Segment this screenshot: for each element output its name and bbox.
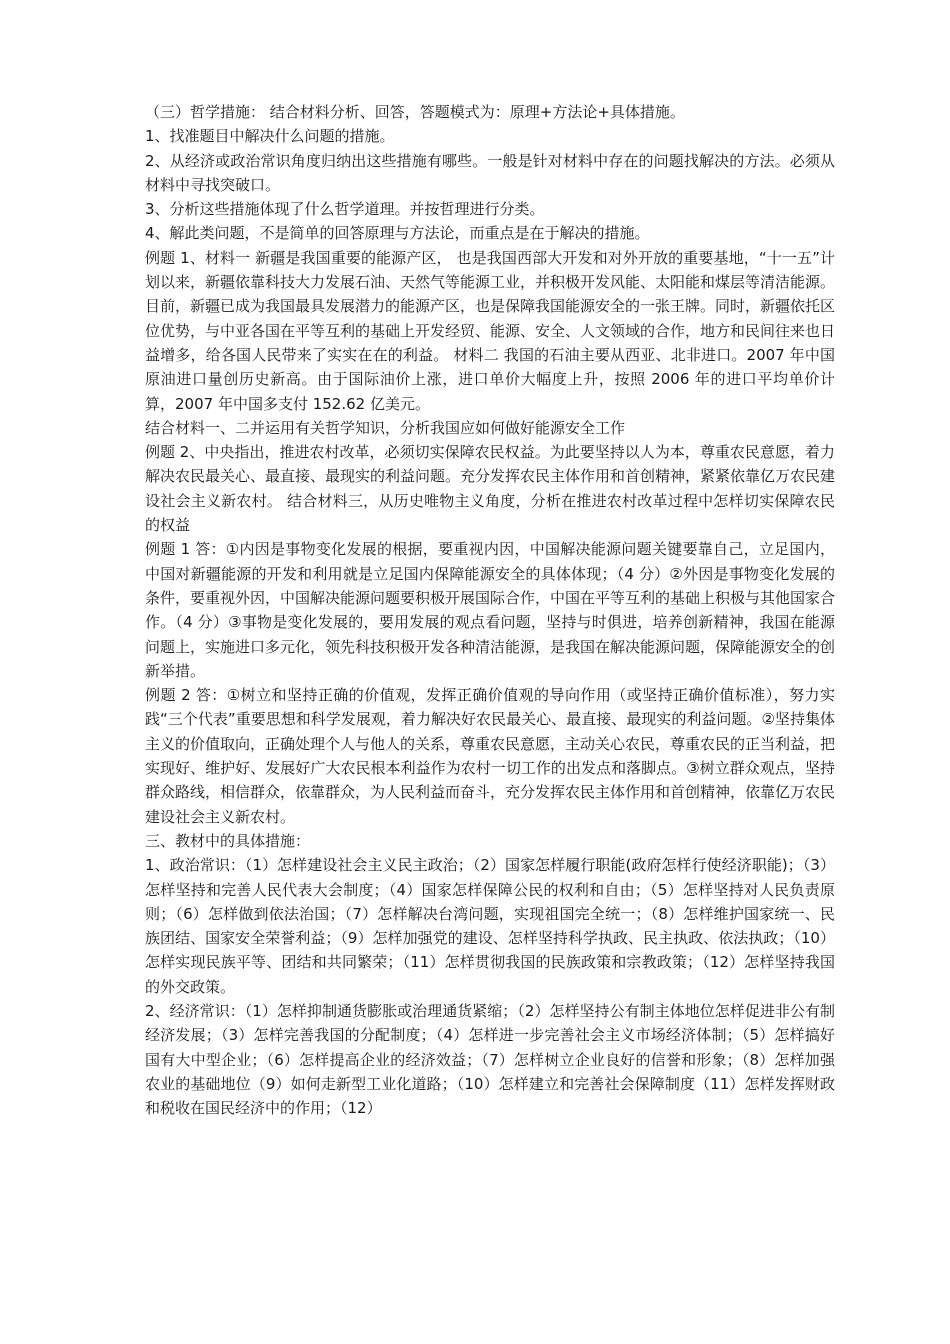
example-2-material: 例题 2、中央指出，推进农村改革，必须切实保障农民权益。为此要坚持以人为本，尊重农民意愿，着力解决农民最关心、最直接、最现实的利益问题。充分发挥农民主体作用和首创精神，紧紧依靠亿万农民建设社会主义新农村。 结合材料三，从历史唯物主义角度，分析在推进农村改革过程中怎样切实保障农民的权益 xyxy=(145,443,836,535)
example-1-answer: 例题 1 答：①内因是事物变化发展的根据，要重视内因，中国解决能源问题关键要靠自己，立足国内，中国对新疆能源的开发和利用就是立足国内保障能源安全的具体体现；（4 分）②外因是事物变化发展的条件，要重视外因，中国解决能源问题要积极开展国际合作，中国在平等互利的基础上积极与其他国家合作。（4 分）③事物是变化发展的，要用发展的观点看问题，坚持与时俱进，培养创新精神，我国在能源问题上，实施进口多元化，领先科技积极开发各种清洁能源，是我国在解决能源问题，保障能源安全的创新举措。 xyxy=(145,540,836,680)
example-1-question: 结合材料一、二并运用有关哲学知识，分析我国应如何做好能源安全工作 xyxy=(145,418,626,437)
step-3: 3、分析这些措施体现了什么哲学道理。并按哲理进行分类。 xyxy=(145,200,545,219)
step-2: 2、从经济或政治常识角度归纳出这些措施有哪些。一般是针对材料中存在的问题找解决的方法。必须从材料中寻找突破口。 xyxy=(145,151,835,194)
example-2-answer: 例题 2 答：①树立和坚持正确的价值观，发挥正确价值观的导向作用（或坚持正确价值标准），努力实践“三个代表”重要思想和科学发展观，着力解决好农民最关心、最直接、最现实的利益问题。②坚持集体主义的价值取向，正确处理个人与他人的关系，尊重农民意愿，主动关心农民，尊重农民的正当利益，把实现好、维护好、发展好广大农民根本利益作为农村一切工作的出发点和落脚点。③树立群众观点，坚持群众路线，相信群众，依靠群众，为人民利益而奋斗，充分发挥农民主体作用和首创精神，依靠亿万农民建设社会主义新农村。 xyxy=(145,686,836,826)
document-body xyxy=(145,100,835,1120)
section-heading-philosophy: （三）哲学措施： 结合材料分析、回答，答题模式为：原理+方法论+具体措施。 xyxy=(145,103,685,121)
politics-measures: 1、政治常识：（1）怎样建设社会主义民主政治；（2）国家怎样履行职能(政府怎样行使经济职能)；（3）怎样坚持和完善人民代表大会制度；（4）国家怎样保障公民的权利和自由；（5）怎样坚持对人民负责原则；（6）怎样做到依法治国；（7）怎样解决台湾问题，实现祖国完全统一；（8）怎样维护国家统一、民族团结、国家安全荣誉利益；（9）怎样加强党的建设、怎样坚持科学执政、民主执政、依法执政；（10）怎样实现民族平等、团结和共同繁荣；（11）怎样贯彻我国的民族政策和宗教政策；（12）怎样坚持我国的外交政策。 xyxy=(145,856,835,996)
economics-measures: 2、经济常识：（1）怎样抑制通货膨胀或治理通货紧缩；（2）怎样坚持公有制主体地位怎样促进非公有制经济发展；（3）怎样完善我国的分配制度；（4）怎样进一步完善社会主义市场经济体制；（5）怎样搞好国有大中型企业；（6）怎样提高企业的经济效益；（7）怎样树立企业良好的信誉和形象；（8）怎样加强农业的基础地位（9）如何走新型工业化道路；（10）怎样建立和完善社会保障制度（11）怎样发挥财政和税收在国民经济中的作用；（12） xyxy=(145,1001,835,1118)
step-1: 1、找准题目中解决什么问题的措施。 xyxy=(145,127,395,146)
step-4: 4、解此类问题，不是简单的回答原理与方法论，而重点是在于解决的措施。 xyxy=(145,224,650,243)
section-heading-textbook: 三、教材中的具体措施： xyxy=(145,831,311,850)
example-1-material: 例题 1、材料一 新疆是我国重要的能源产区， 也是我国西部大开发和对外开放的重要基地，“十一五”计划以来，新疆依靠科技大力发展石油、天然气等能源工业，并积极开发风能、太阳能和煤层等清洁能源。目前，新疆已成为我国最具发展潜力的能源产区，也是保障我国能源安全的一张王牌。同时，新疆依托区位优势，与中亚各国在平等互利的基础上开发经贸、能源、安全、人文领域的合作，地方和民间往来也日益增多，给各国人民带来了实实在在的利益。 材料二 我国的石油主要从西亚、北非进口。2007 年中国原油进口量创历史新高。由于国际油价上涨，进口单价大幅度上升，按照 2006 年的进口平均单价计算，2007 年中国多支付 152.62 亿美元。 xyxy=(145,248,836,413)
